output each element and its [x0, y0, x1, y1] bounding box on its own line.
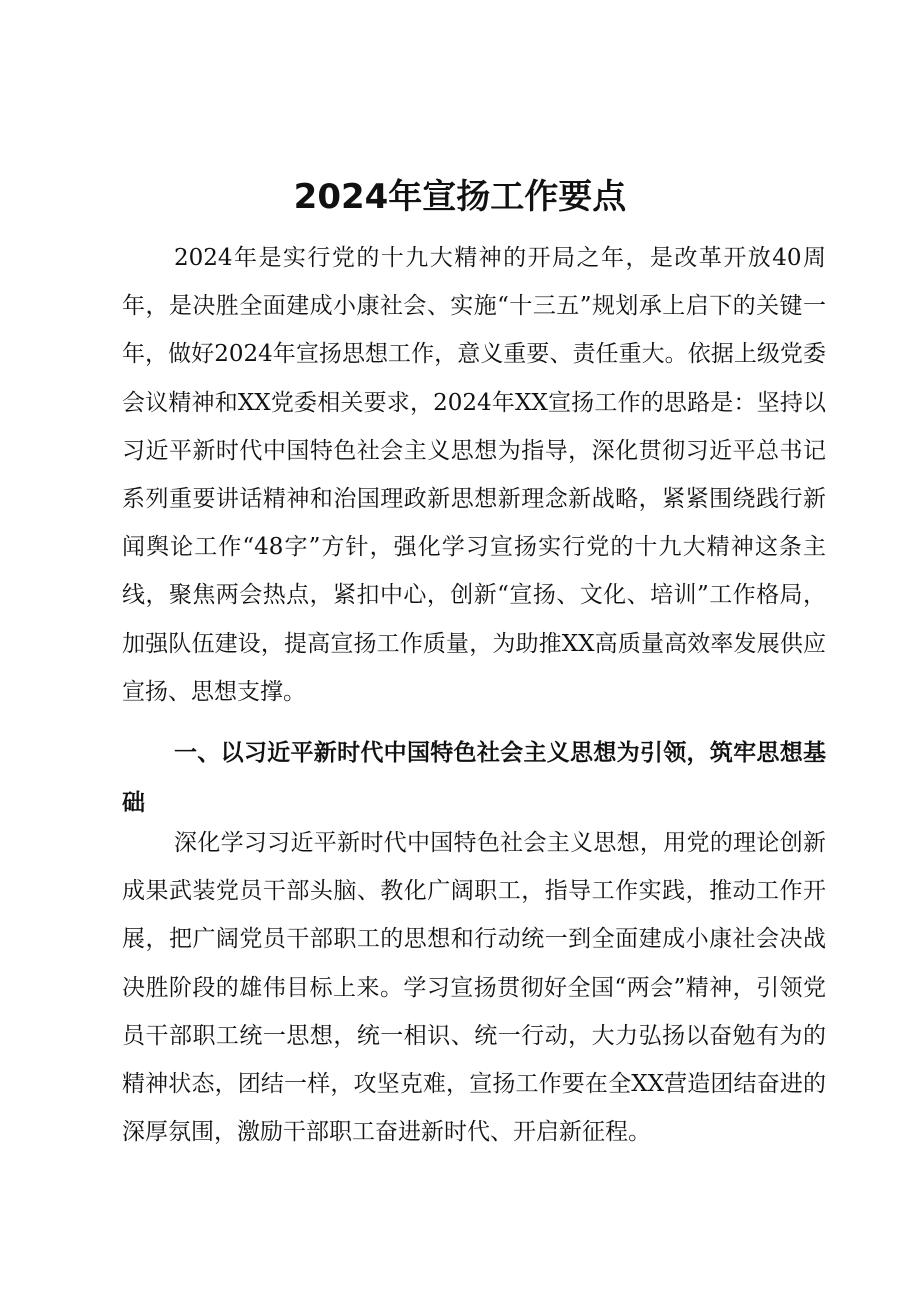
section-1-paragraph: 深化学习习近平新时代中国特色社会主义思想，用党的理论创新成果武装党员干部头脑、教化广阔职工，指导工作实践，推动工作开展，把广阔党员干部职工的思想和行动统一到全面建成小康社会决战决胜阶段的雄伟目标上来。学习宣扬贯彻好全国“两会”精神，引领党员干部职工统一思想，统一相识、统一行动，大力弘扬以奋勉有为的精神状态，团结一样，攻坚克难，宣扬工作要在全XX营造团结奋进的深厚氛围，激励干部职工奋进新时代、开启新征程。 [122, 830, 826, 1146]
section-1-heading: 一、以习近平新时代中国特色社会主义思想为引领，筑牢思想基础 [122, 740, 826, 816]
document-title: 2024年宣扬工作要点 [293, 177, 627, 217]
intro-paragraph: 2024年是实行党的十九大精神的开局之年，是改革开放40周年，是决胜全面建成小康社会、实施“十三五”规划承上启下的关键一年，做好2024年宣扬思想工作，意义重要、责任重大。依据上级党委会议精神和XX党委相关要求，2024年XX宣扬工作的思路是：坚持以习近平新时代中国特色社会主义思想为指导，深化贯彻习近平总书记系列重要讲话精神和治国理政新思想新理念新战略，紧紧围绕践行新闻舆论工作“48字”方针，强化学习宣扬实行党的十九大精神这条主线，聚焦两会热点，紧扣中心，创新“宣扬、文化、培训”工作格局，加强队伍建设，提高宣扬工作质量，为助推XX高质量高效率发展供应宣扬、思想支撑。 [122, 245, 826, 705]
